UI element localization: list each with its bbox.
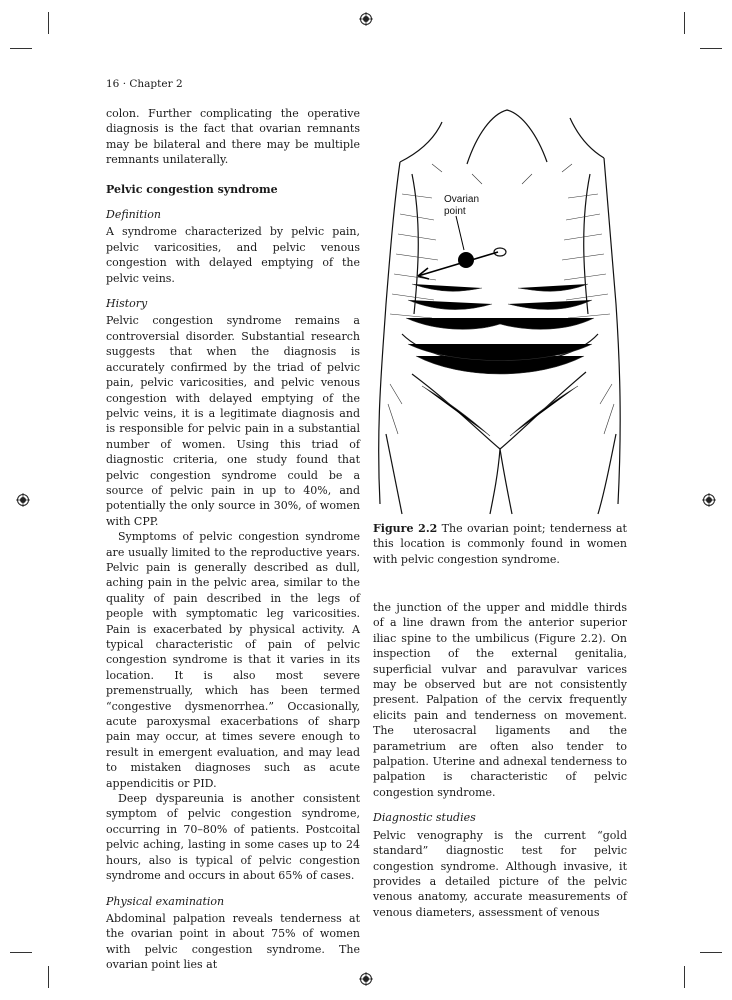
crop-mark bbox=[10, 48, 32, 49]
paragraph: A syndrome characterized by pelvic pain, pelvic varicosities, and pelvic venous congestion with delayed emptying of the pelvic veins. bbox=[106, 225, 360, 285]
subheading-definition: Definition bbox=[106, 208, 161, 222]
registration-mark-icon bbox=[359, 972, 373, 986]
subheading-physical-examination: Physical examination bbox=[106, 894, 225, 908]
figure-label-line1: Ovarian bbox=[444, 194, 480, 205]
paragraph: Abdominal palpation reveals tenderness at the ovarian point in about 75% of women with pelvic congestion syndrome. The ovarian point lies at bbox=[106, 911, 360, 972]
crop-mark bbox=[48, 966, 49, 988]
section-title: Pelvic congestion syndrome bbox=[106, 182, 278, 196]
paragraph: Symptoms of pelvic congestion syndrome are usually limited to the reproductive years. Pelvic pain is generally described as dull, aching pain in the pelvic area, similar to the quality of pain described in the legs of people with symptomatic leg varicosities. Pain is exacerbated by physical activity. A typical characteristic of pain of pelvic congestion syndrome is that it varies in its location. It is also most severe premenstrually, which has been termed “congestive dysmenorrhea.” Occasionally, acute paroxysmal exacerbations of sharp pain may occur, at times severe enough to result in emergent evaluation, and may lead to mistaken diagnoses such as acute appendicitis or PID. bbox=[106, 530, 360, 790]
figure-label-line2: point bbox=[444, 206, 466, 217]
paragraph: Deep dyspareunia is another consistent symptom of pelvic congestion syndrome, occurring in 70–80% of patients. Postcoital pelvic aching, lasting in some cases up to 24 hours, also is typical of pelvic congestion syndrome and occurs in about 65% of cases. bbox=[106, 792, 360, 883]
paragraph: colon. Further complicating the operative diagnosis is the fact that ovarian remnants may be bilateral and there may be multiple remnants unilaterally. bbox=[106, 107, 360, 167]
figure-caption bbox=[373, 521, 627, 567]
running-head: 16 · Chapter 2 bbox=[106, 78, 183, 90]
crop-mark bbox=[700, 48, 722, 49]
paragraph: Pelvic congestion syndrome remains a controversial disorder. Substantial research suggests that when the diagnosis is accurately confirmed by the triad of pelvic pain, pelvic varicosities, and pelvic venous congestion with delayed emptying of the pelvic veins, it is a legitimate diagnosis and is responsible for pelvic pain in a substantial number of women. Using this triad of diagnostic criteria, one study found that pelvic congestion syndrome could be a source of pelvic pain in up to 40%, and potentially the only source in 30%, of women with CPP. bbox=[106, 314, 360, 528]
crop-mark bbox=[684, 12, 685, 34]
crop-mark bbox=[700, 952, 722, 953]
figure-caption-label: Figure 2.2 bbox=[373, 522, 438, 535]
abdomen-illustration bbox=[372, 104, 628, 516]
right-column bbox=[373, 600, 627, 920]
subheading-diagnostic-studies: Diagnostic studies bbox=[373, 811, 476, 825]
registration-mark-icon bbox=[359, 12, 373, 26]
paragraph: the junction of the upper and middle thirds of a line drawn from the anterior superior iliac spine to the umbilicus (Figure 2.2). On inspection of the external genitalia, superficial vulvar and paravulvar varices may be observed but are not consistently present. Palpation of the cervix frequently elicits pain and tenderness on movement. The uterosacral ligaments and the parametrium are often also tender to palpation. Uterine and adnexal tenderness to palpation is characteristic of pelvic congestion syndrome. bbox=[373, 601, 627, 799]
crop-mark bbox=[10, 952, 32, 953]
figure-caption-text: The ovarian point; tenderness at this location is commonly found in women with pelvic congestion syndrome. bbox=[373, 522, 627, 566]
paragraph: Pelvic venography is the current “gold standard” diagnostic test for pelvic congestion syndrome. Although invasive, it provides a detailed picture of the pelvic venous anatomy, accurate measurements of venous diameters, assessment of venous bbox=[373, 828, 627, 919]
left-column bbox=[106, 106, 360, 973]
crop-mark bbox=[684, 966, 685, 988]
registration-mark-icon bbox=[702, 493, 716, 507]
registration-mark-icon bbox=[16, 493, 30, 507]
subheading-history: History bbox=[106, 297, 148, 311]
crop-mark bbox=[48, 12, 49, 34]
